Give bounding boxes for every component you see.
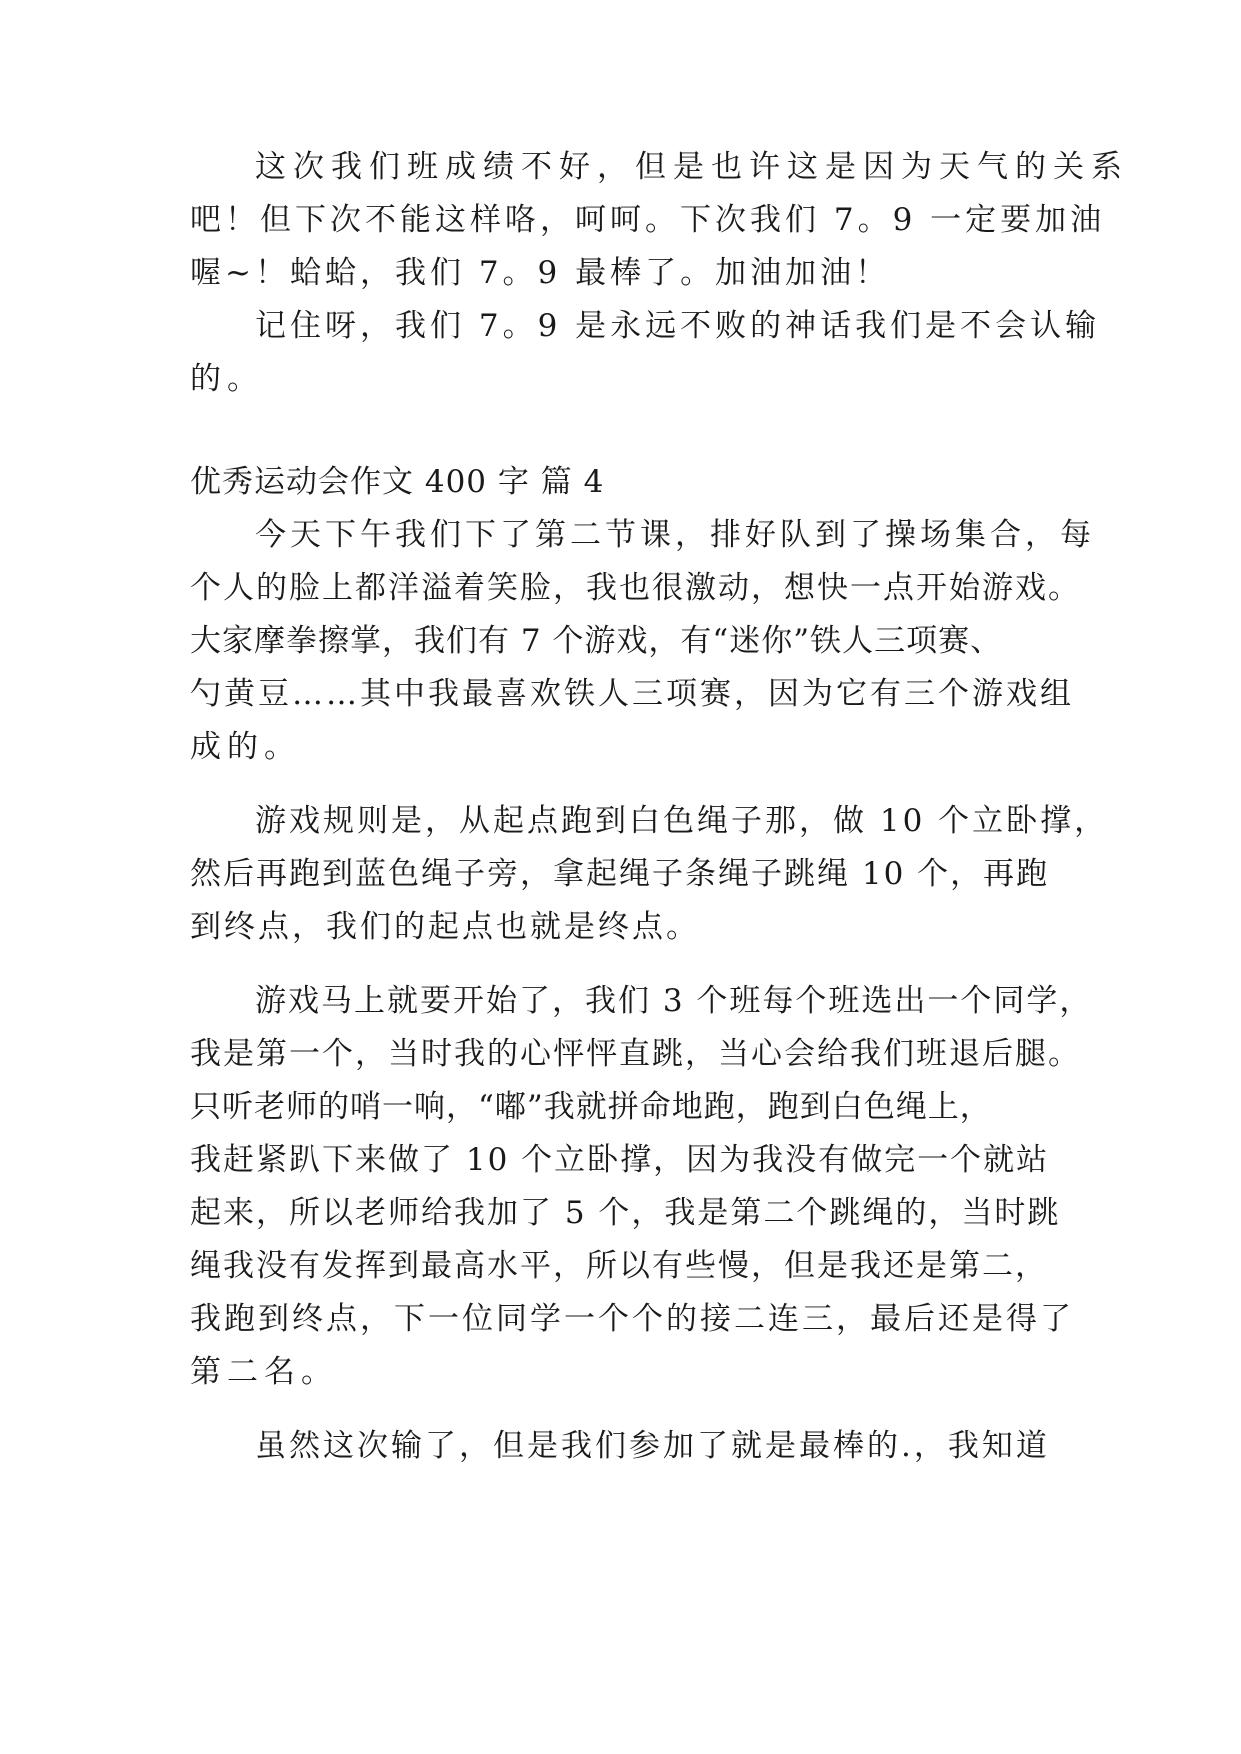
paragraph-line: 游戏马上就要开始了，我们 3 个班每个班选出一个同学， <box>255 983 1093 1019</box>
paragraph-line: 只听老师的哨一响，“嘟”我就拼命地跑，跑到白色绳上， <box>190 1089 992 1125</box>
paragraph-line: 勺黄豆……其中我最喜欢铁人三项赛，因为它有三个游戏组 <box>190 676 1074 712</box>
paragraph-line: 虽然这次输了，但是我们参加了就是最棒的.，我知道 <box>255 1428 1050 1464</box>
paragraph-line: 起来，所以老师给我加了 5 个，我是第二个跳绳的，当时跳 <box>190 1195 1061 1231</box>
paragraph-line: 绳我没有发挥到最高水平，所以有些慢，但是我还是第二， <box>190 1248 1048 1284</box>
paragraph-line: 今天下午我们下了第二节课，排好队到了操场集合，每 <box>255 517 1095 553</box>
paragraph-line: 喔~！蛤蛤，我们 7。9 最棒了。加油加油！ <box>190 255 891 291</box>
paragraph-line: 的。 <box>190 361 264 397</box>
paragraph-line: 游戏规则是，从起点跑到白色绳子那，做 10 个立卧撑， <box>255 803 1109 839</box>
paragraph-line: 大家摩拳擦掌，我们有 7 个游戏，有“迷你”铁人三项赛、 <box>190 623 1003 659</box>
paragraph-line: 我赶紧趴下来做了 10 个立卧撑，因为我没有做完一个就站 <box>190 1142 1050 1178</box>
paragraph-line: 吧！但下次不能这样咯，呵呵。下次我们 7。9 一定要加油 <box>190 202 1106 238</box>
paragraph-line: 个人的脸上都洋溢着笑脸，我也很激动，想快一点开始游戏。 <box>190 570 1081 606</box>
section-heading: 优秀运动会作文 400 字 篇 4 <box>190 464 605 500</box>
paragraph-line: 到终点，我们的起点也就是终点。 <box>190 909 700 945</box>
paragraph-line: 成的。 <box>190 729 301 765</box>
paragraph-line: 这次我们班成绩不好，但是也许这是因为天气的关系 <box>255 149 1129 185</box>
paragraph-line: 我是第一个，当时我的心怦怦直跳，当心会给我们班退后腿。 <box>190 1036 1081 1072</box>
paragraph-line: 记住呀，我们 7。9 是永远不败的神话我们是不会认输 <box>255 308 1101 344</box>
paragraph-line: 第二名。 <box>190 1354 338 1390</box>
paragraph-line: 然后再跑到蓝色绳子旁，拿起绳子条绳子跳绳 10 个，再跑 <box>190 856 1050 892</box>
paragraph-line: 我跑到终点，下一位同学一个个的接二连三，最后还是得了 <box>190 1301 1074 1337</box>
